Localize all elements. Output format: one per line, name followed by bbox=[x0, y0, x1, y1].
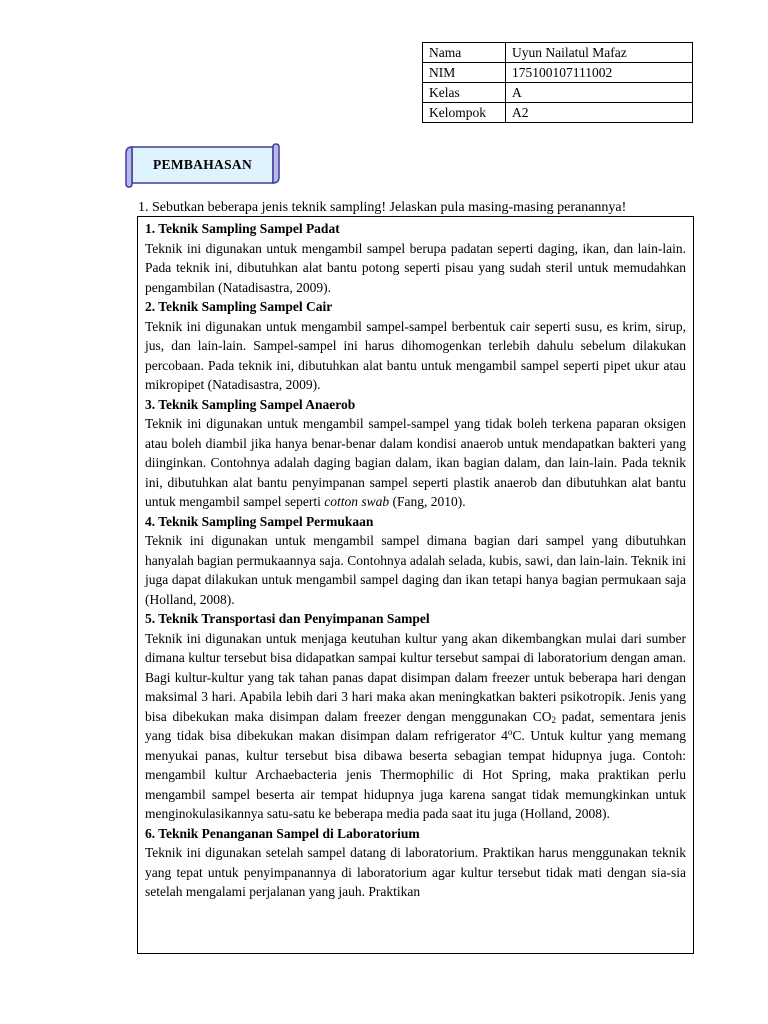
superscript: o bbox=[507, 727, 513, 737]
section-title: 2. Teknik Sampling Sampel Cair bbox=[145, 299, 333, 314]
section-body: Teknik ini digunakan untuk mengambil sampel berupa padatan seperti daging, ikan, dan lain-lain. Pada teknik ini, dibutuhkan alat bantu potong seperti pisau yang sudah steril untuk memudahkan pengambilan (Natadisastra, 2009). bbox=[145, 240, 686, 295]
section-4 bbox=[145, 512, 686, 610]
subscript: 2 bbox=[551, 714, 556, 725]
body-italic-term: cotton swab bbox=[324, 494, 390, 509]
section-body: Teknik ini digunakan untuk mengambil sampel dimana bagian dari sampel yang dibutuhkan hanyalah bagian permukaannya saja. Contohnya adalah selada, kubis, sawi, dan lain-lain. Teknik ini juga dapat dilakukan untuk mengambil sampel daging dan ikan tetapi hanya bagian permukaan saja (Holland, 2008). bbox=[145, 533, 686, 607]
section-body bbox=[145, 629, 686, 824]
info-row-nim bbox=[423, 63, 693, 83]
section-banner bbox=[124, 143, 282, 189]
section-title: 1. Teknik Sampling Sampel Padat bbox=[145, 221, 340, 236]
section-title: 6. Teknik Penanganan Sampel di Laboratorium bbox=[145, 825, 420, 841]
body-text: padat, sementara jenis yang tidak bisa dibekukan makan disimpan dalam refrigerator 4 bbox=[145, 708, 687, 743]
section-body bbox=[145, 414, 686, 512]
info-key: Nama bbox=[423, 43, 506, 63]
body-text: Teknik ini digunakan untuk mengambil sampel-sampel yang tidak boleh terkena paparan oksigen atau boleh diambil jika hanya benar-benar dalam kondisi anaerob untuk mendapatkan bakteri yang diinginkan. Contohnya adalah daging bagian dalam, ikan bagian dalam, dan lain-lain. Pada teknik ini, dibutuhkan alat bantu penyimpanan sampel seperti plastik anaerob dan dibutuhkan alat bantu untuk mengambil sampel seperti bbox=[145, 416, 686, 509]
body-text: C. Untuk kultur yang memang menyukai panas, kultur tersebut bisa dibawa beserta sebagian tempat hidupnya juga. Contoh: mengambil kultur Archaebacteria jenis Thermophilic di Hot Spring, maka praktikan perlu mengambil sampel beserta air tempat hidupnya juga karena sangat tidak memungkinkan untuk menginokulasikannya satu-satu ke beberapa media pada saat itu juga (Holland, 2008). bbox=[145, 728, 686, 821]
body-text: Teknik ini digunakan untuk menjaga keutuhan kultur yang akan dikembangkan mulai dari sumber dimana kultur tersebut bisa didapatkan sampai kultur tersebut sampai di laboratorium dengan aman. Bagi kultur-kultur yang tak tahan panas dapat disimpan dalam freezer untuk beberapa hari dengan maksimal 3 hari. Apabila lebih dari 3 hari maka akan meningkatkan bakteri psikotropik. Jenis yang bisa dibekukan maka disimpan dalam freezer dengan menggunakan CO bbox=[145, 630, 686, 724]
info-value: A2 bbox=[506, 103, 693, 123]
body-text: (Fang, 2010). bbox=[389, 494, 466, 509]
question-text: 1. Sebutkan beberapa jenis teknik sampling! Jelaskan pula masing-masing peranannya! bbox=[138, 200, 627, 215]
section-title: 3. Teknik Sampling Sampel Anaerob bbox=[145, 396, 356, 412]
answer-box bbox=[137, 216, 694, 954]
section-3 bbox=[145, 395, 686, 512]
info-key: Kelas bbox=[423, 83, 506, 103]
section-title: 4. Teknik Sampling Sampel Permukaan bbox=[145, 513, 374, 529]
info-value: A bbox=[506, 83, 693, 103]
section-2 bbox=[145, 297, 686, 395]
section-5 bbox=[145, 609, 686, 824]
info-key: Kelompok bbox=[423, 103, 506, 123]
info-row-kelompok bbox=[423, 103, 693, 123]
section-body: Teknik ini digunakan setelah sampel datang di laboratorium. Praktikan harus menggunakan teknik yang tepat untuk penyimpanannya di laboratorium agar kultur tersebut tidak mati dengan sia-sia setelah mengalami perjalanan yang jauh. Praktikan bbox=[145, 845, 686, 899]
student-info-table bbox=[422, 42, 693, 123]
section-1 bbox=[145, 219, 686, 297]
info-value: 175100107111002 bbox=[506, 63, 693, 83]
banner-label: PEMBAHASAN bbox=[152, 157, 252, 172]
info-key: NIM bbox=[423, 63, 506, 83]
section-title: 5. Teknik Transportasi dan Penyimpanan Sampel bbox=[145, 611, 430, 626]
info-row-nama bbox=[423, 43, 693, 63]
section-6 bbox=[145, 824, 686, 902]
section-body: Teknik ini digunakan untuk mengambil sampel-sampel berbentuk cair seperti susu, es krim, sirup, jus, dan lain-lain. Sampel-sampel ini harus dihomogenkan terlebih dahulu sebelum dilakukan percobaan. Pada teknik ini, dibutuhkan alat bantu untuk mengambil sampel seperti pipet ukur atau mikropipet (Natadisastra, 2009). bbox=[145, 318, 686, 392]
info-value: Uyun Nailatul Mafaz bbox=[506, 43, 693, 63]
info-row-kelas bbox=[423, 83, 693, 103]
